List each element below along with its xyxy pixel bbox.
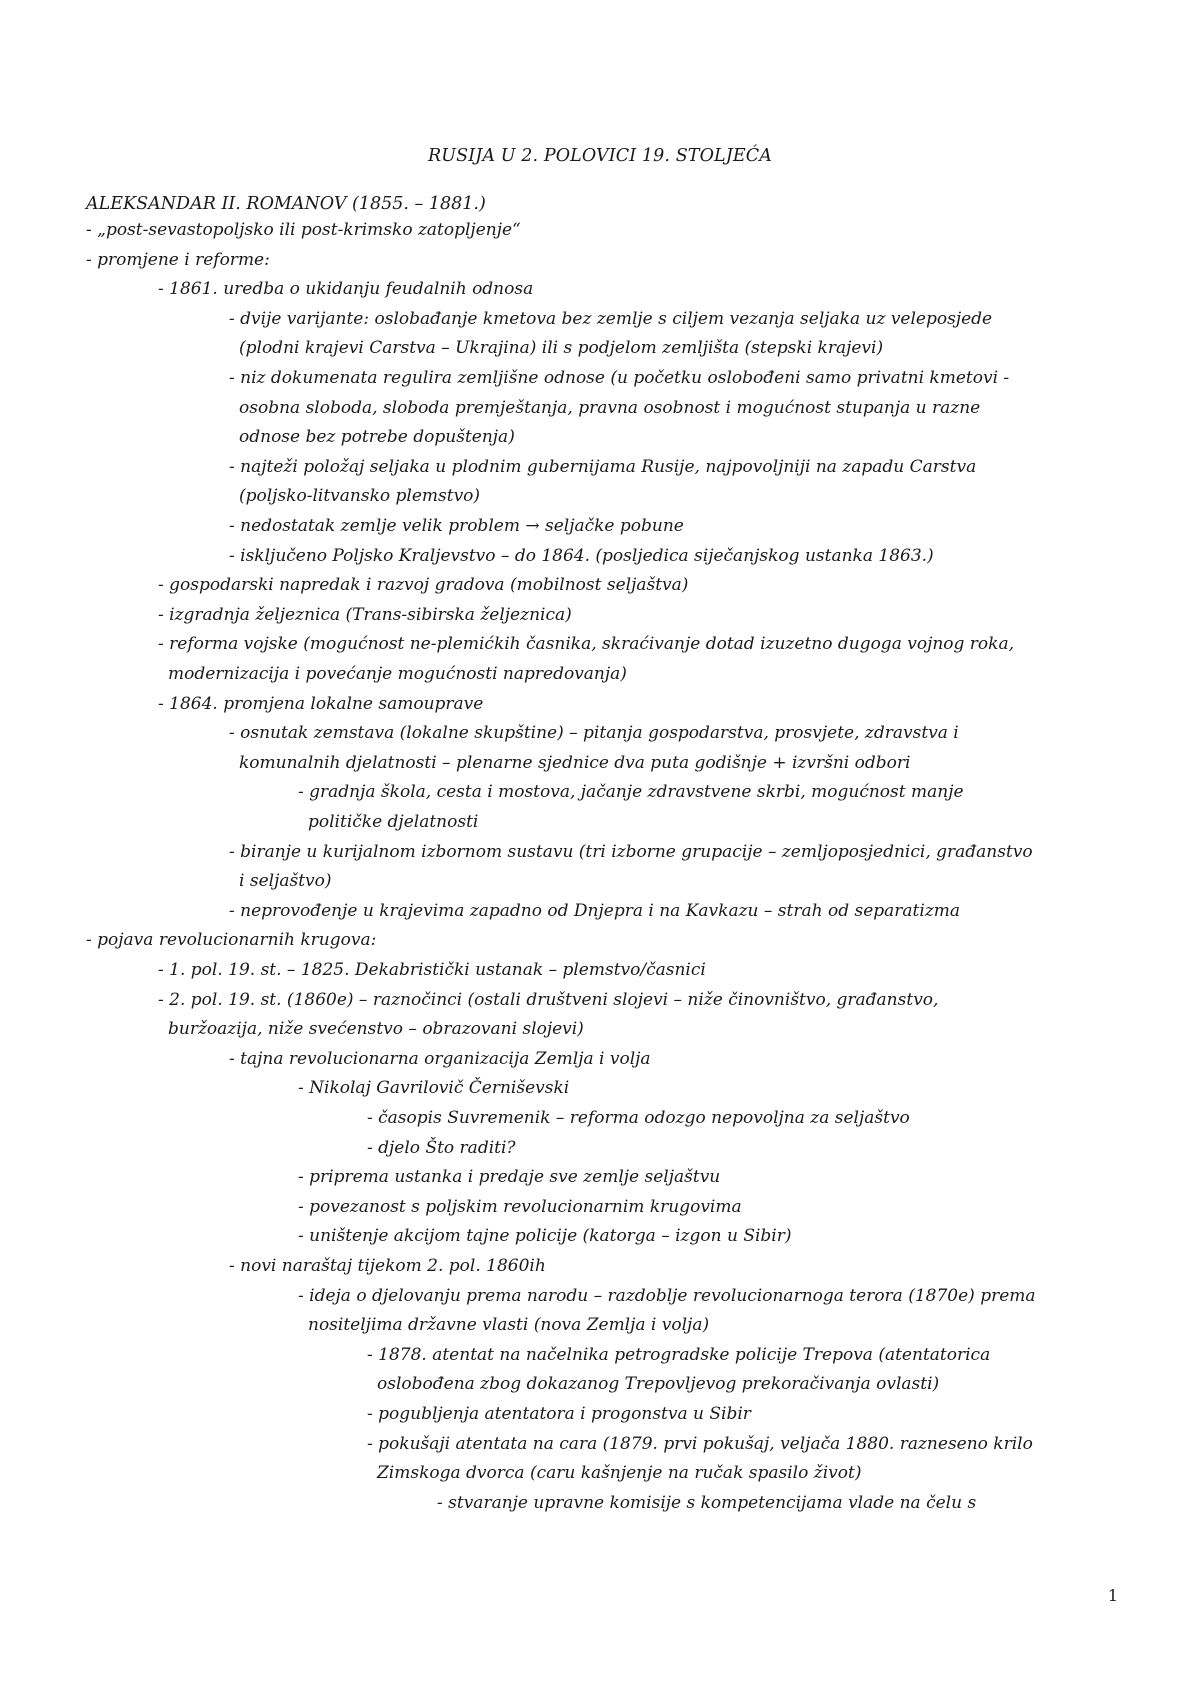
outline-item: - povezanost s poljskim revolucionarnim krugovima — [298, 1196, 742, 1217]
outline-line-continuation: odnose bez potrebe dopuštenja) — [239, 427, 515, 448]
outline-item: - isključeno Poljsko Kraljevstvo – do 1864. (posljedica siječanjskog ustanka 1863.) — [229, 545, 934, 566]
outline-line-continuation: osobna sloboda, sloboda premještanja, pravna osobnost i mogućnost stupanja u razne — [239, 397, 981, 418]
outline-item: - dvije varijante: oslobađanje kmetova bez zemlje s ciljem vezanja seljaka uz veleposjede — [229, 308, 993, 329]
outline-line-continuation: i seljaštvo) — [239, 871, 332, 892]
outline-item: - promjene i reforme: — [86, 249, 270, 270]
outline-item: - 1864. promjena lokalne samouprave — [158, 693, 484, 714]
outline-item: - najteži položaj seljaka u plodnim gubernijama Rusije, najpovoljniji na zapadu Carstva — [229, 456, 977, 477]
outline-line-continuation: modernizacija i povećanje mogućnosti napredovanja) — [168, 664, 627, 684]
outline-line-continuation: nositeljima državne vlasti (nova Zemlja i volja) — [308, 1315, 710, 1336]
outline-item: - niz dokumenata regulira zemljišne odnose (u početku oslobođeni samo privatni kmetovi - — [229, 368, 1010, 388]
outline-line-continuation: političke djelatnosti — [308, 812, 479, 832]
outline-item: - stvaranje upravne komisije s kompetencijama vlade na čelu s — [437, 1492, 977, 1513]
outline-item: - tajna revolucionarna organizacija Zemlja i volja — [229, 1048, 651, 1069]
outline-item: - ideja o djelovanju prema narodu – razdoblje revolucionarnoga terora (1870e) prema — [298, 1285, 1036, 1306]
outline-item: - djelo Što raditi? — [367, 1137, 516, 1158]
outline-item: - pogubljenja atentatora i progonstva u Sibir — [367, 1404, 751, 1424]
section-heading: ALEKSANDAR II. ROMANOV (1855. – 1881.) — [86, 194, 486, 214]
outline-item: - 1878. atentat na načelnika petrogradske policije Trepova (atentatorica — [367, 1344, 991, 1365]
outline-item: - pokušaji atentata na cara (1879. prvi pokušaj, veljača 1880. razneseno krilo — [367, 1433, 1033, 1454]
outline-item: - „post-sevastopoljsko ili post-krimsko zatopljenje“ — [86, 220, 521, 240]
outline-line-continuation: oslobođena zbog dokazanog Trepovljevog prekoračivanja ovlasti) — [377, 1374, 940, 1395]
outline-line-continuation: (plodni krajevi Carstva – Ukrajina) ili s podjelom zemljišta (stepski krajevi) — [239, 338, 884, 359]
outline-line-continuation: (poljsko-litvansko plemstvo) — [239, 486, 481, 507]
outline-item: - pojava revolucionarnih krugova: — [86, 930, 377, 951]
document-title: RUSIJA U 2. POLOVICI 19. STOLJEĆA — [428, 146, 772, 166]
outline-item: - uništenje akcijom tajne policije (katorga – izgon u Sibir) — [298, 1226, 792, 1247]
outline-item: - biranje u kurijalnom izbornom sustavu (tri izborne grupacije – zemljoposjednici, građanstvo — [229, 841, 1033, 862]
outline-item: - 2. pol. 19. st. (1860e) – raznočinci (ostali društveni slojevi – niže činovništvo, građanstvo, — [158, 989, 939, 1010]
outline-item: - Nikolaj Gavrilovič Černiševski — [298, 1078, 570, 1099]
outline-item: - 1. pol. 19. st. – 1825. Dekabristički ustanak – plemstvo/časnici — [158, 960, 706, 980]
page-number: 1 — [1107, 1586, 1118, 1605]
outline-line-continuation: buržoazija, niže svećenstvo – obrazovani slojevi) — [168, 1019, 584, 1040]
outline-item: - izgradnja željeznica (Trans-sibirska željeznica) — [158, 604, 572, 625]
outline-item: - osnutak zemstava (lokalne skupštine) – pitanja gospodarstva, prosvjete, zdravstva i — [229, 723, 959, 744]
outline-line-continuation: komunalnih djelatnosti – plenarne sjednice dva puta godišnje + izvršni odbori — [239, 752, 911, 773]
outline-item: - neprovođenje u krajevima zapadno od Dnjepra i na Kavkazu – strah od separatizma — [229, 900, 961, 921]
outline-line-continuation: Zimskoga dvorca (caru kašnjenje na ručak spasilo život) — [377, 1463, 862, 1484]
outline-item: - novi naraštaj tijekom 2. pol. 1860ih — [229, 1256, 546, 1276]
outline-item: - časopis Suvremenik – reforma odozgo nepovoljna za seljaštvo — [367, 1108, 910, 1128]
outline-item: - gospodarski napredak i razvoj gradova (mobilnost seljaštva) — [158, 575, 689, 596]
outline-item: - nedostatak zemlje velik problem → seljačke pobune — [229, 516, 684, 536]
outline-item: - priprema ustanka i predaje sve zemlje seljaštvu — [298, 1167, 721, 1188]
outline-item: - 1861. uredba o ukidanju feudalnih odnosa — [158, 279, 534, 300]
outline-item: - reforma vojske (mogućnost ne-plemićkih časnika, skraćivanje dotad izuzetno dugoga vojnog roka, — [158, 634, 1015, 655]
outline-item: - gradnja škola, cesta i mostova, jačanje zdravstvene skrbi, mogućnost manje — [298, 782, 964, 803]
